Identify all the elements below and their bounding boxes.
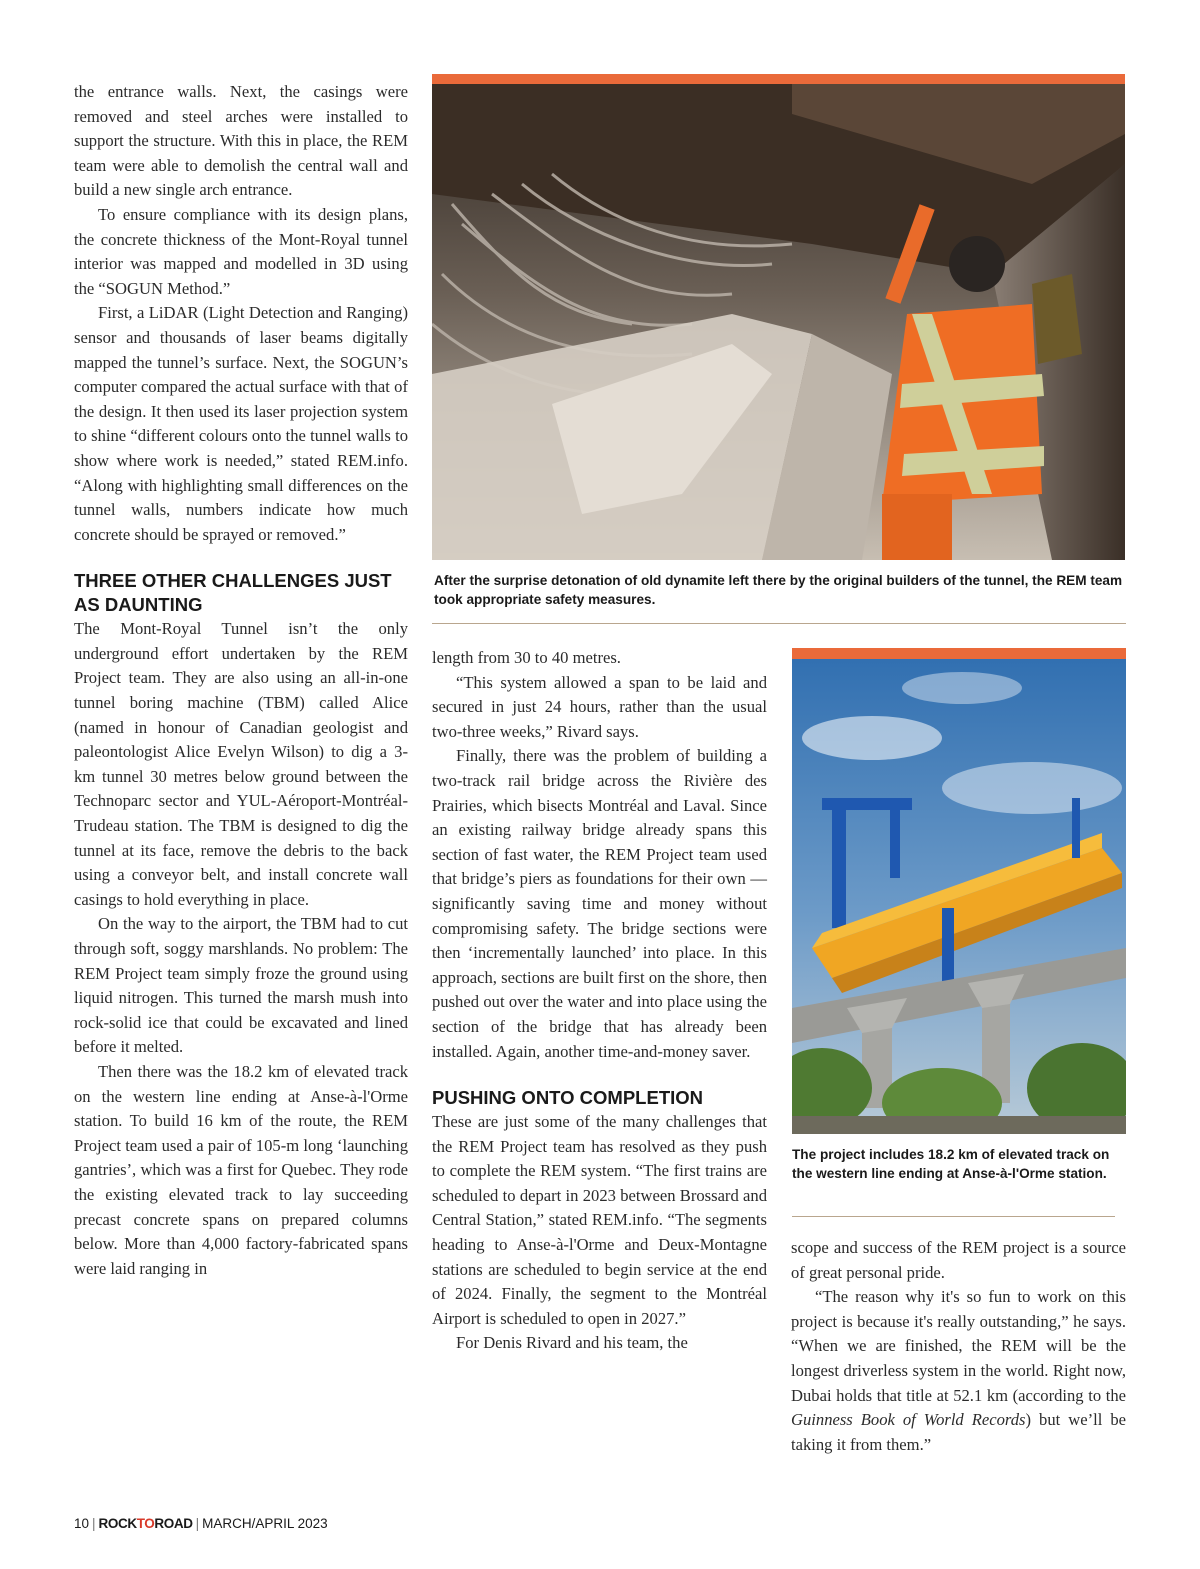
- launching-gantry-photo: [792, 648, 1126, 1134]
- tunnel-worker-illustration: [432, 74, 1125, 560]
- paragraph: First, a LiDAR (Light Detection and Ranging) sensor and thousands of laser beams digitally mapped the tunnel’s surface. Next, the SOGUN’s computer compared the actual surface with that of the design. It then used its laser projection system to shine “different colours onto the tunnel walls to show where work is needed,” stated REM.info. “Along with highlighting small differences on the tunnel walls, numbers indicate how much concrete should be sprayed or removed.”: [74, 303, 408, 544]
- book-title: Guinness Book of World Records: [791, 1410, 1026, 1430]
- paragraph: [791, 1285, 1126, 1457]
- footer-separator: |: [92, 1516, 96, 1531]
- section-heading: PUSHING ONTO COMPLETION: [432, 1087, 704, 1109]
- accent-bar: [792, 648, 1126, 659]
- photo-caption: After the surprise detonation of old dynamite left there by the original builders of the tunnel, the REM team took appropriate safety measures.: [434, 573, 1123, 607]
- magazine-logo: ROCKTOROAD: [98, 1516, 193, 1531]
- paragraph: Then there was the 18.2 km of elevated track on the western line ending at Anse-à-l'Orme station. To build 16 km of the route, the REM Project team used a pair of 105-m long ‘launching gantries’, which was a first for Quebec. They rode the existing elevated track to lay succeeding precast concrete spans on prepared columns below. More than 4,000 factory-fabricated spans were laid ranging in: [74, 1061, 408, 1278]
- accent-bar: [432, 74, 1125, 84]
- issue-date: MARCH/APRIL 2023: [202, 1516, 328, 1531]
- photo-caption: The project includes 18.2 km of elevated track on the western line ending at Anse-à-l'Orme station.: [792, 1147, 1110, 1181]
- paragraph: To ensure compliance with its design plans, the concrete thickness of the Mont-Royal tunnel interior was mapped and modelled in 3D using the “SOGUN Method.”: [74, 204, 408, 298]
- paragraph: On the way to the airport, the TBM had to cut through soft, soggy marshlands. No problem: The REM Project team simply froze the ground using liquid nitrogen. This turned the marsh mush into rock-solid ice that could be excavated and lined before it melted.: [74, 914, 408, 1057]
- footer-separator: |: [195, 1516, 200, 1531]
- page-number: 10: [74, 1516, 90, 1531]
- article-column-2: [432, 646, 767, 1356]
- tunnel-worker-photo: [432, 74, 1125, 560]
- quote-text: ) but we’ll be taking it from them.”: [791, 1410, 1126, 1454]
- article-column-1: [74, 80, 408, 1281]
- caption-divider: [432, 623, 1126, 624]
- paragraph: Finally, there was the problem of building a two-track rail bridge across the Rivière des Prairies, which bisects Montréal and Laval. Since an existing railway bridge already spans this section of fast water, the REM Project team used that bridge’s piers as foundations for their own — significantly saving time and money without compromising safety. The bridge sections were then ‘incrementally launched’ into place. In this approach, sections are built first on the shore, then pushed out over the water and into place using the section of the bridge that has already been installed. Again, another time-and-money saver.: [432, 746, 767, 1061]
- paragraph: length from 30 to 40 metres.: [432, 648, 621, 667]
- launching-gantry-illustration: [792, 648, 1126, 1134]
- page-footer: [74, 1516, 328, 1531]
- section-heading: THREE OTHER CHALLENGES JUST AS DAUNTING: [74, 570, 392, 616]
- paragraph: For Denis Rivard and his team, the: [456, 1333, 688, 1353]
- paragraph: the entrance walls. Next, the casings were removed and steel arches were installed to support the structure. With this in place, the REM team were able to demolish the central wall and build a new single arch entrance.: [74, 82, 408, 200]
- paragraph: scope and success of the REM project is a source of great personal pride.: [791, 1238, 1126, 1282]
- paragraph: “This system allowed a span to be laid and secured in just 24 hours, rather than the usual two-three weeks,” Rivard says.: [432, 672, 767, 741]
- article-column-3: [791, 1236, 1126, 1457]
- quote-text: “The reason why it's so fun to work on this project is because it's really outstanding,” he says. “When we are finished, the REM will be the longest driverless system in the world. Right now, Dubai holds that title at 52.1 km (according to the: [791, 1287, 1126, 1405]
- paragraph: The Mont-Royal Tunnel isn’t the only underground effort undertaken by the REM Project team. They are also using an all-in-one tunnel boring machine (TBM) called Alice (named in honour of Canadian geologist and paleontologist Alice Evelyn Wilson) to dig a 3-km tunnel 30 metres below ground between the Technoparc sector and YUL-Aéroport-Montréal-Trudeau station. The TBM is designed to dig the tunnel at its face, remove the debris to the back using a conveyor belt, and install concrete wall casings to hold everything in place.: [74, 619, 408, 909]
- paragraph: These are just some of the many challenges that the REM Project team has resolved as they push to complete the REM system. “The first trains are scheduled to depart in 2023 between Brossard and Central Station,” stated REM.info. “The segments heading to Anse-à-l'Orme and Deux-Montagne stations are scheduled to begin service at the end of 2024. Finally, the segment to the Montréal Airport is scheduled to open in 2027.”: [432, 1112, 767, 1328]
- caption-divider: [792, 1216, 1115, 1217]
